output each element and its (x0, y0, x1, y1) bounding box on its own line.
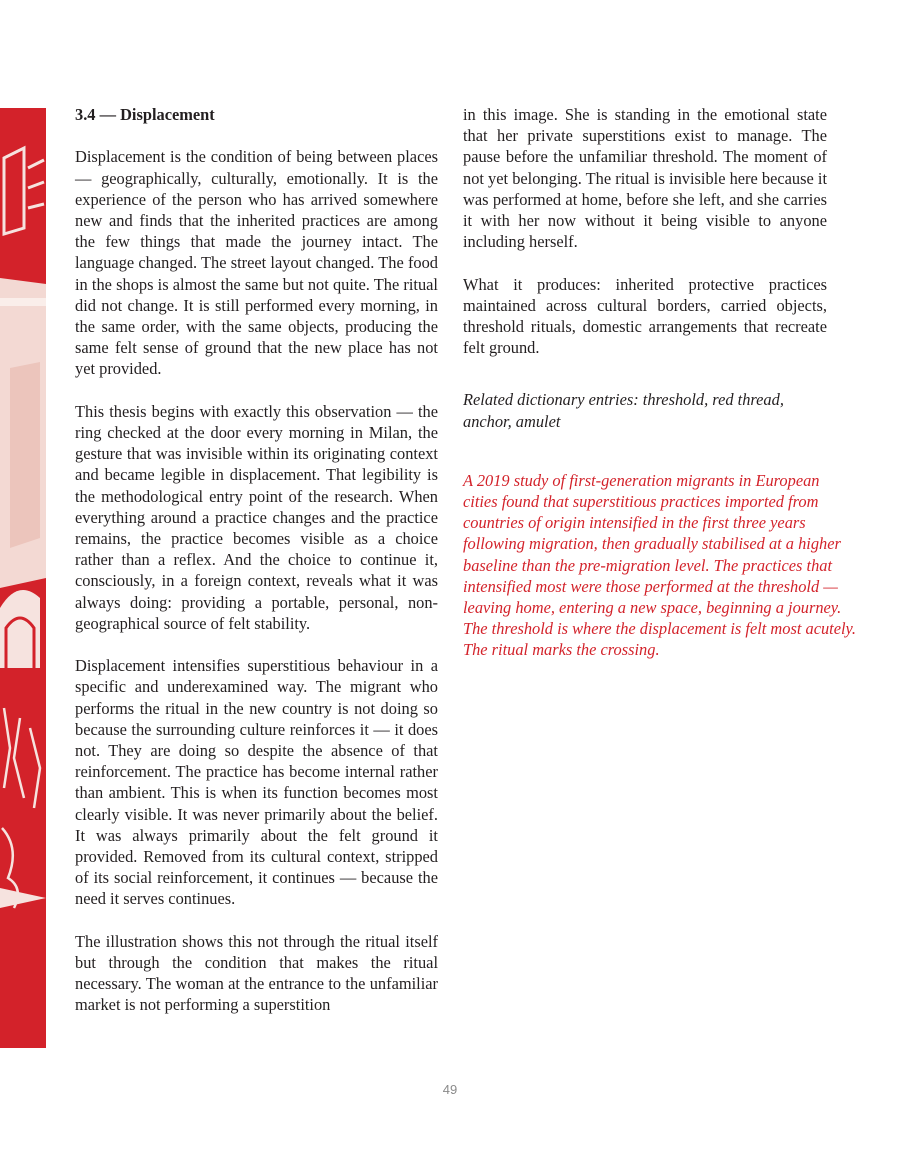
body-paragraph: This thesis begins with exactly this observation — the ring checked at the door every morning in Milan, the gesture that was invisible within its originating context and became legible in displacement. That legibility is the methodological entry point of the research. When everything around a practice changes and the practice remains, the practice becomes visible as a choice rather than a reflex. And the choice to continue it, consciously, in a foreign context, reveals what it was always doing: providing a portable, personal, non-geographical source of felt stability. (75, 401, 438, 633)
page-number: 49 (442, 1082, 458, 1097)
body-paragraph: The illustration shows this not through the ritual itself but through the condition that makes the ritual necessary. The woman at the entrance to the unfamiliar market is not performing a superstition (75, 931, 438, 1015)
body-paragraph: Displacement is the condition of being between places — geographically, culturally, emotionally. It is the experience of the person who has arrived somewhere new and finds that the inherited practices are among the few things that made the journey intact. The language changed. The street layout changed. The food in the shops is almost the same but not quite. The ritual did not change. It is still performed every morning, in the same order, with the same objects, producing the same felt sense of ground that the new place has not yet provided. (75, 147, 438, 379)
body-paragraph: Displacement intensifies superstitious behaviour in a specific and underexamined way. The migrant who performs the ritual in the new country is not doing so because the surrounding culture reinforces it — it does not. They are doing so despite the absence of that reinforcement. The practice has become internal rather than ambient. This is when its function becomes most clearly visible. It was never primarily about the belief. It was always primarily about the felt ground it provided. Removed from its cultural context, stripped of its social reinforcement, it continues — because the need it serves continues. (75, 656, 438, 909)
right-text-column (463, 104, 857, 682)
left-text-column (75, 104, 438, 1037)
research-callout: A 2019 study of first-generation migrants in European cities found that superstitious practices imported from countries of origin intensified in the first three years following migration, then gradually stabilised at a higher baseline than the pre-migration level. The practices that intensified most were those performed at the threshold — leaving home, entering a new space, beginning a journey. The threshold is where the displacement is felt most acutely. The ritual marks the crossing. (463, 470, 857, 660)
illustration-fragment (0, 108, 46, 1048)
related-entries: Related dictionary entries: threshold, red thread, anchor, amulet (463, 390, 784, 431)
body-paragraph: in this image. She is standing in the emotional state that her private superstitions exist to manage. The pause before the unfamiliar threshold. The moment of not yet belonging. The ritual is invisible here because it was performed at home, before she left, and she carries it with her now without it being visible to anyone including herself. (463, 105, 827, 252)
decorative-illustration-band (0, 108, 46, 1048)
body-paragraph: What it produces: inherited protective practices maintained across cultural borders, carried objects, threshold rituals, domestic arrangements that recreate felt ground. (463, 274, 827, 358)
section-heading: 3.4 — Displacement (75, 105, 215, 124)
